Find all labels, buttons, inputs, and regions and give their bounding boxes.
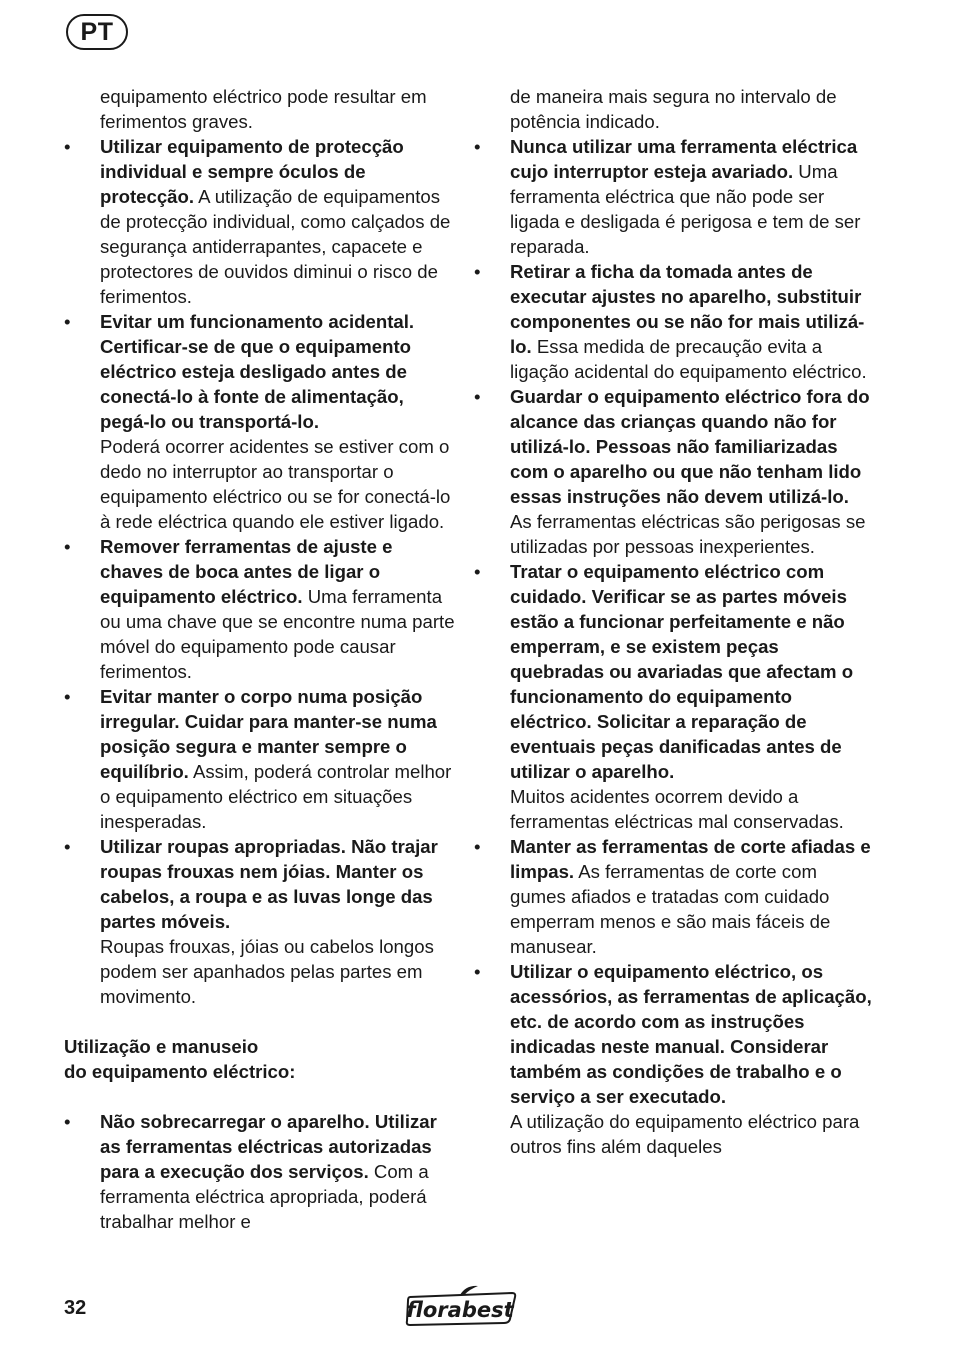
right-column [474,84,874,1159]
page-number: 32 [64,1297,87,1319]
list-item [64,834,456,1009]
spacer [64,1009,456,1034]
list-item [474,959,874,1159]
item-bold-text: Utilizar roupas apropriadas. Não trajar roupas frouxas nem jóias. Manter os cabelos, a roupa e as luvas longe das partes móveis. [100,836,438,932]
item-text: Poderá ocorrer acidentes se estiver com o dedo no interruptor ao transportar o equipamento eléctrico ou se for conectá-lo à rede eléctrica quando ele estiver ligado. [100,436,451,532]
bullet-icon: • [64,311,71,332]
item-text: Uma ferramenta eléctrica que não pode ser ligada e desligada é perigosa e tem de ser reparada. [510,161,861,257]
item-text: Assim, poderá controlar melhor o equipamento eléctrico em situações inesperadas. [100,761,452,832]
bullet-icon: • [64,136,71,157]
list-item [474,384,874,559]
svg-text:florabest: florabest [406,1298,514,1322]
left-column [64,84,456,1234]
item-text: A utilização do equipamento eléctrico para outros fins além daqueles [510,1111,860,1157]
list-item [64,309,456,534]
item-bold-text: Utilizar o equipamento eléctrico, os acessórios, as ferramentas de aplicação, etc. de acordo com as instruções indicadas neste manual. Considerar também as condições de trabalho e o serviço a ser executado. [510,961,872,1107]
item-text: As ferramentas de corte com gumes afiados e tratadas com cuidado emperram menos e são mais fáceis de manusear. [510,861,831,957]
section-heading [64,1034,456,1084]
bullet-icon: • [474,136,481,157]
item-text: Muitos acidentes ocorrem devido a ferramentas eléctricas mal conservadas. [510,786,844,832]
bullet-icon: • [474,836,481,857]
item-bold-text: Evitar um funcionamento acidental. Certificar-se de que o equipamento eléctrico esteja desligado antes de conectá-lo à fonte de alimentação, pegá-lo ou transportá-lo. [100,311,415,432]
list-item [474,259,874,384]
list-item [64,134,456,309]
language-badge: PT [66,14,128,50]
item-text: Com a ferramenta eléctrica apropriada, poderá trabalhar melhor e [100,1161,429,1232]
list-item [64,534,456,684]
item-bold-text: Nunca utilizar uma ferramenta eléctrica cujo interruptor esteja avariado. [510,136,858,182]
item-text: As ferramentas eléctricas são perigosas se utilizadas por pessoas inexperientes. [510,511,866,557]
item-bold-text: Evitar manter o corpo numa posição irregular. Cuidar para manter-se numa posição segura e manter sempre o equilíbrio. [100,686,437,782]
item-bold-text: Manter as ferramentas de corte afiadas e limpas. [510,836,871,882]
item-text: Uma ferramenta ou uma chave que se encontre numa parte móvel do equipamento pode causar ferimentos. [100,586,455,682]
item-text: Roupas frouxas, jóias ou cabelos longos podem ser apanhados pelas partes em movimento. [100,936,434,1007]
bullet-icon: • [474,561,481,582]
section-heading-line2: do equipamento eléctrico: [64,1061,296,1082]
item-bold-text: Guardar o equipamento eléctrico fora do alcance das crianças quando não for utilizá-lo. Pessoas não familiarizadas com o aparelho ou que não tenham lido essas instruções não devem utilizá-lo. [510,386,870,507]
spacer [64,1084,456,1109]
bullet-icon: • [474,386,481,407]
florabest-logo [404,1283,518,1327]
list-item [474,559,874,834]
item-bold-text: Retirar a ficha da tomada antes de executar ajustes no aparelho, substituir componentes ou se não for mais utilizá-lo. [510,261,865,357]
bullet-icon: • [64,836,71,857]
item-text: A utilização de equipamentos de protecção individual, como calçados de segurança antiderrapantes, capacete e protectores de ouvidos diminui o risco de ferimentos. [100,186,451,307]
item-bold-text: Remover ferramentas de ajuste e chaves de boca antes de ligar o equipamento eléctrico. [100,536,393,607]
bullet-icon: • [474,961,481,982]
item-text: Essa medida de precaução evita a ligação acidental do equipamento eléctrico. [510,336,867,382]
left-intro-paragraph: equipamento eléctrico pode resultar em ferimentos graves. [100,86,427,132]
bullet-icon: • [64,1111,71,1132]
section-heading-line1: Utilização e manuseio [64,1036,259,1057]
bullet-icon: • [64,536,71,557]
list-item [64,1109,456,1234]
item-bold-text: Não sobrecarregar o aparelho. Utilizar as ferramentas eléctricas autorizadas para a execução dos serviços. [100,1111,437,1182]
right-intro-paragraph: de maneira mais segura no intervalo de potência indicado. [510,86,837,132]
item-bold-text: Utilizar equipamento de protecção individual e sempre óculos de protecção. [100,136,404,207]
bullet-icon: • [474,261,481,282]
bullet-icon: • [64,686,71,707]
list-item [474,834,874,959]
list-item [64,684,456,834]
list-item [474,134,874,259]
item-bold-text: Tratar o equipamento eléctrico com cuidado. Verificar se as partes móveis estão a funcionar perfeitamente e não emperram, e se existem peças quebradas ou avariadas que afectam o funcionamento do equipamento eléctrico. Solicitar a reparação de eventuais peças danificadas antes de utilizar o aparelho. [510,561,854,782]
